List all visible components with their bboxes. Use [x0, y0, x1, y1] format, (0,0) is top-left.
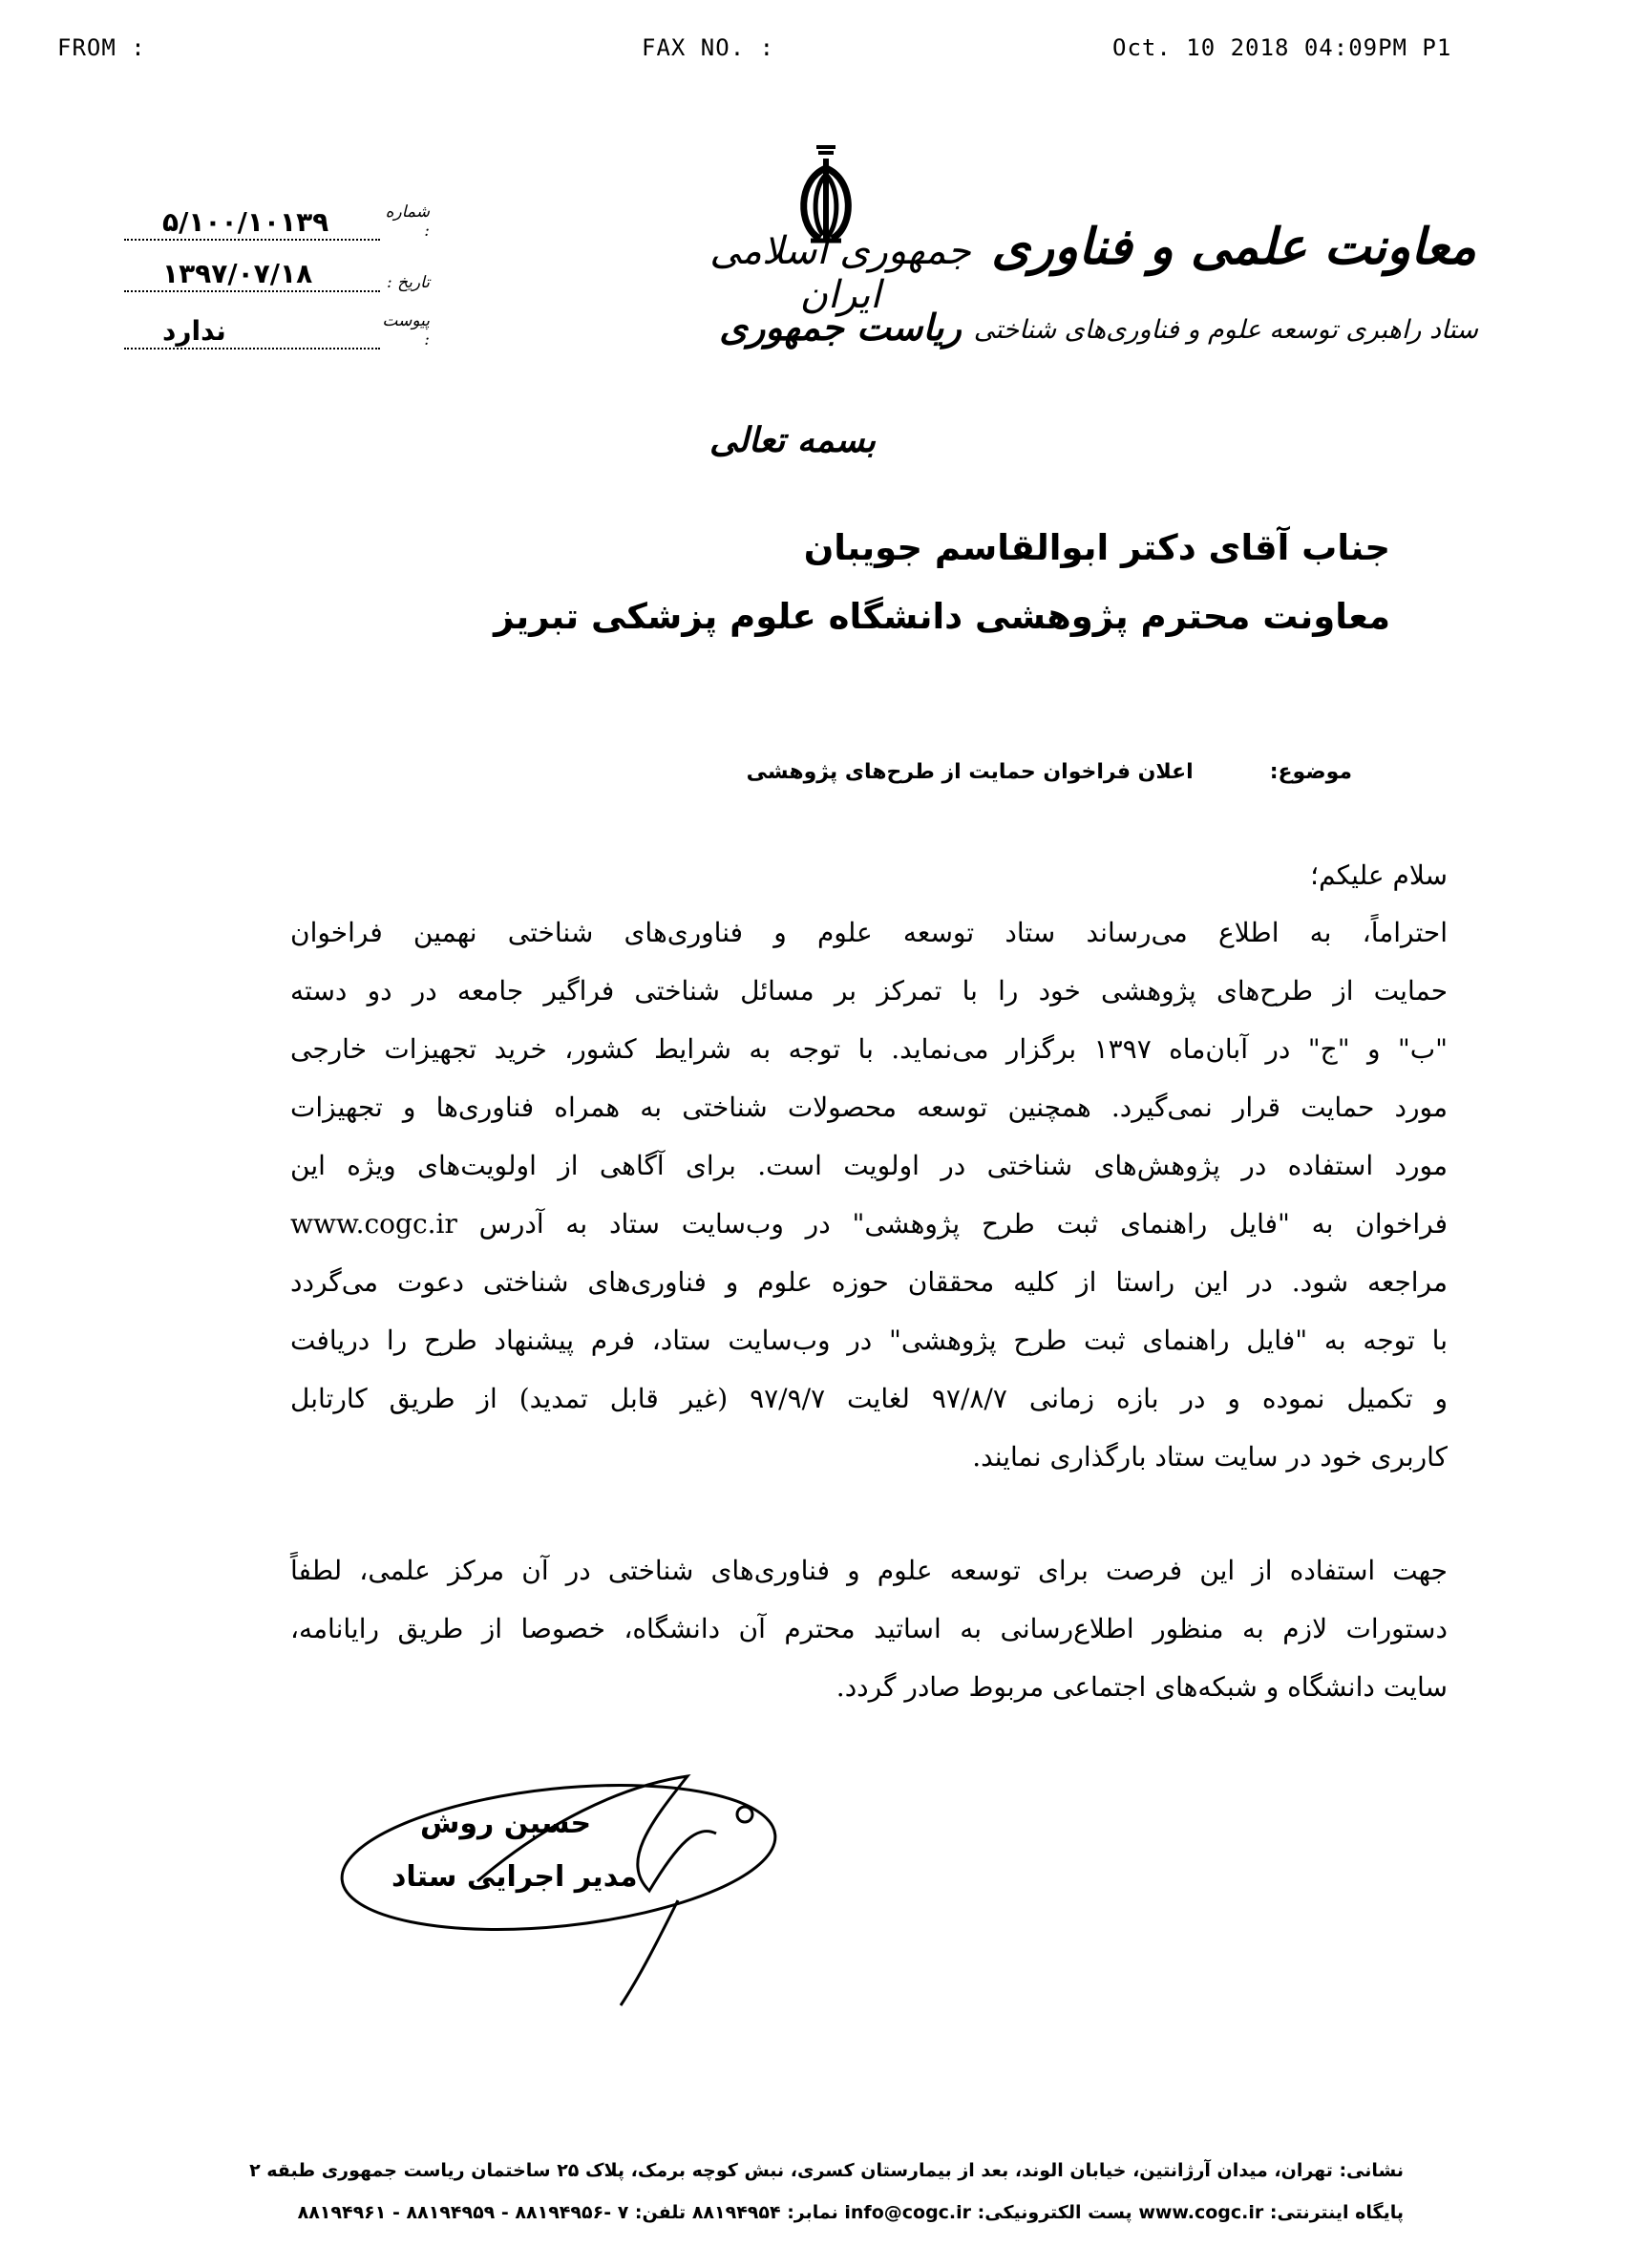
signer-name: حسین روش: [420, 1807, 592, 1840]
body-line: فراخوان به "فایل راهنمای ثبت طرح پژوهشی" در وب‌سایت ستاد به آدرس www.cogc.ir: [290, 1208, 1448, 1240]
subject-label: موضوع:: [1269, 760, 1352, 784]
body-line: حمایت از طرح‌های پژوهشی خود را با تمرکز بر مسائل شناختی فراگیر جامعه در دو دسته: [290, 975, 1448, 1007]
body-line: مورد حمایت قرار نمی‌گیرد. همچنین توسعه محصولات شناختی به همراه فناوری‌ها و تجهیزات: [290, 1092, 1448, 1123]
body-line: کاربری خود در سایت ستاد بارگذاری نمایند.: [972, 1441, 1448, 1473]
signature-scribble: [334, 1767, 793, 1939]
org-subtitle: ستاد راهبری توسعه علوم و فناوری‌های شناختی: [973, 315, 1478, 345]
body-line: مورد استفاده در پژوهش‌های شناختی در اولویت است. برای آگاهی از اولویت‌های ویژه این: [290, 1150, 1448, 1181]
body-line: با توجه به "فایل راهنمای ثبت طرح پژوهشی" در وب‌سایت ستاد، فرم پیشنهاد طرح را دریافت: [290, 1325, 1448, 1356]
body-paragraph-1: [290, 903, 1448, 1486]
subject: [747, 760, 1352, 784]
body-line: جهت استفاده از این فرصت برای توسعه علوم و فناوری‌های شناختی در آن مرکز علمی، لطفاً: [290, 1555, 1448, 1586]
date-label: تاریخ :: [387, 273, 430, 292]
body-paragraph-2: [290, 1541, 1448, 1716]
bismillah: بسمه تعالی: [709, 420, 877, 460]
body-line: دستورات لازم به منظور اطلاع‌رسانی به اساتید محترم آن دانشگاه، خصوصا از طریق رایانامه،: [290, 1613, 1448, 1644]
attachment-value: ندارد: [124, 315, 380, 350]
attachment-row: [124, 311, 430, 350]
body-line: مراجعه شود. در این راستا از کلیه محققان حوزه علوم و فناوری‌های شناختی دعوت می‌گردد: [290, 1266, 1448, 1298]
body-line: "ب" و "ج" در آبان‌ماه ۱۳۹۷ برگزار می‌نماید. با توجه به شرایط کشور، خرید تجهیزات خارجی: [290, 1033, 1449, 1065]
footer-address: نشانی: تهران، میدان آرژانتین، خیابان الوند، بعد از بیمارستان کسری، نبش کوچه برمک، پلاک ۲۵ ساختمان ریاست جمهوری طبقه ۲: [249, 2160, 1404, 2181]
country-name: جمهوری اسلامی ایران: [709, 229, 971, 317]
letter-number-row: [124, 202, 430, 241]
number-label: شماره :: [385, 202, 430, 241]
addressee-position: معاونت محترم پژوهشی دانشگاه علوم پزشکی تبریز: [494, 596, 1390, 637]
letter-date-row: [124, 254, 430, 292]
attachment-label: پیوست :: [382, 311, 430, 350]
footer-contact: پایگاه اینترنتی: www.cogc.ir پست الکترونیکی: info@cogc.ir نمابر: ۸۸۱۹۴۹۵۴ تلفن: ۷ -۸۸۱۹۴۹۵۶ - ۸۸۱۹۴۹۵۹ - ۸۸۱۹۴۹۶۱: [297, 2202, 1404, 2223]
subject-text: اعلان فراخوان حمایت از طرح‌های پژوهشی: [746, 760, 1194, 784]
fax-datetime: Oct. 10 2018 04:09PM P1: [1112, 34, 1452, 61]
number-value: ۵/۱۰۰/۱۰۱۳۹: [124, 206, 380, 241]
body-line: و تکمیل نموده و در بازه زمانی ۹۷/۸/۷ لغایت ۹۷/۹/۷ (غیر قابل تمدید) از طریق کارتابل: [290, 1383, 1448, 1414]
body-line: احتراماً، به اطلاع می‌رساند ستاد توسعه علوم و فناوری‌های شناختی نهمین فراخوان: [290, 917, 1448, 948]
date-value: ۱۳۹۷/۰۷/۱۸: [124, 258, 380, 292]
greeting: سلام علیکم؛: [1310, 859, 1448, 891]
fax-from: FROM :: [57, 34, 146, 61]
org-title: معاونت علمی و فناوری: [991, 218, 1476, 276]
signer-title: مدیر اجرایی ستاد: [391, 1860, 638, 1894]
addressee-name: جناب آقای دکتر ابوالقاسم جویبان: [803, 527, 1390, 568]
presidency-name: ریاست جمهوری: [719, 306, 962, 349]
body-line: سایت دانشگاه و شبکه‌های اجتماعی مربوط صادر گردد.: [836, 1671, 1448, 1703]
fax-number: FAX NO. :: [642, 34, 775, 61]
